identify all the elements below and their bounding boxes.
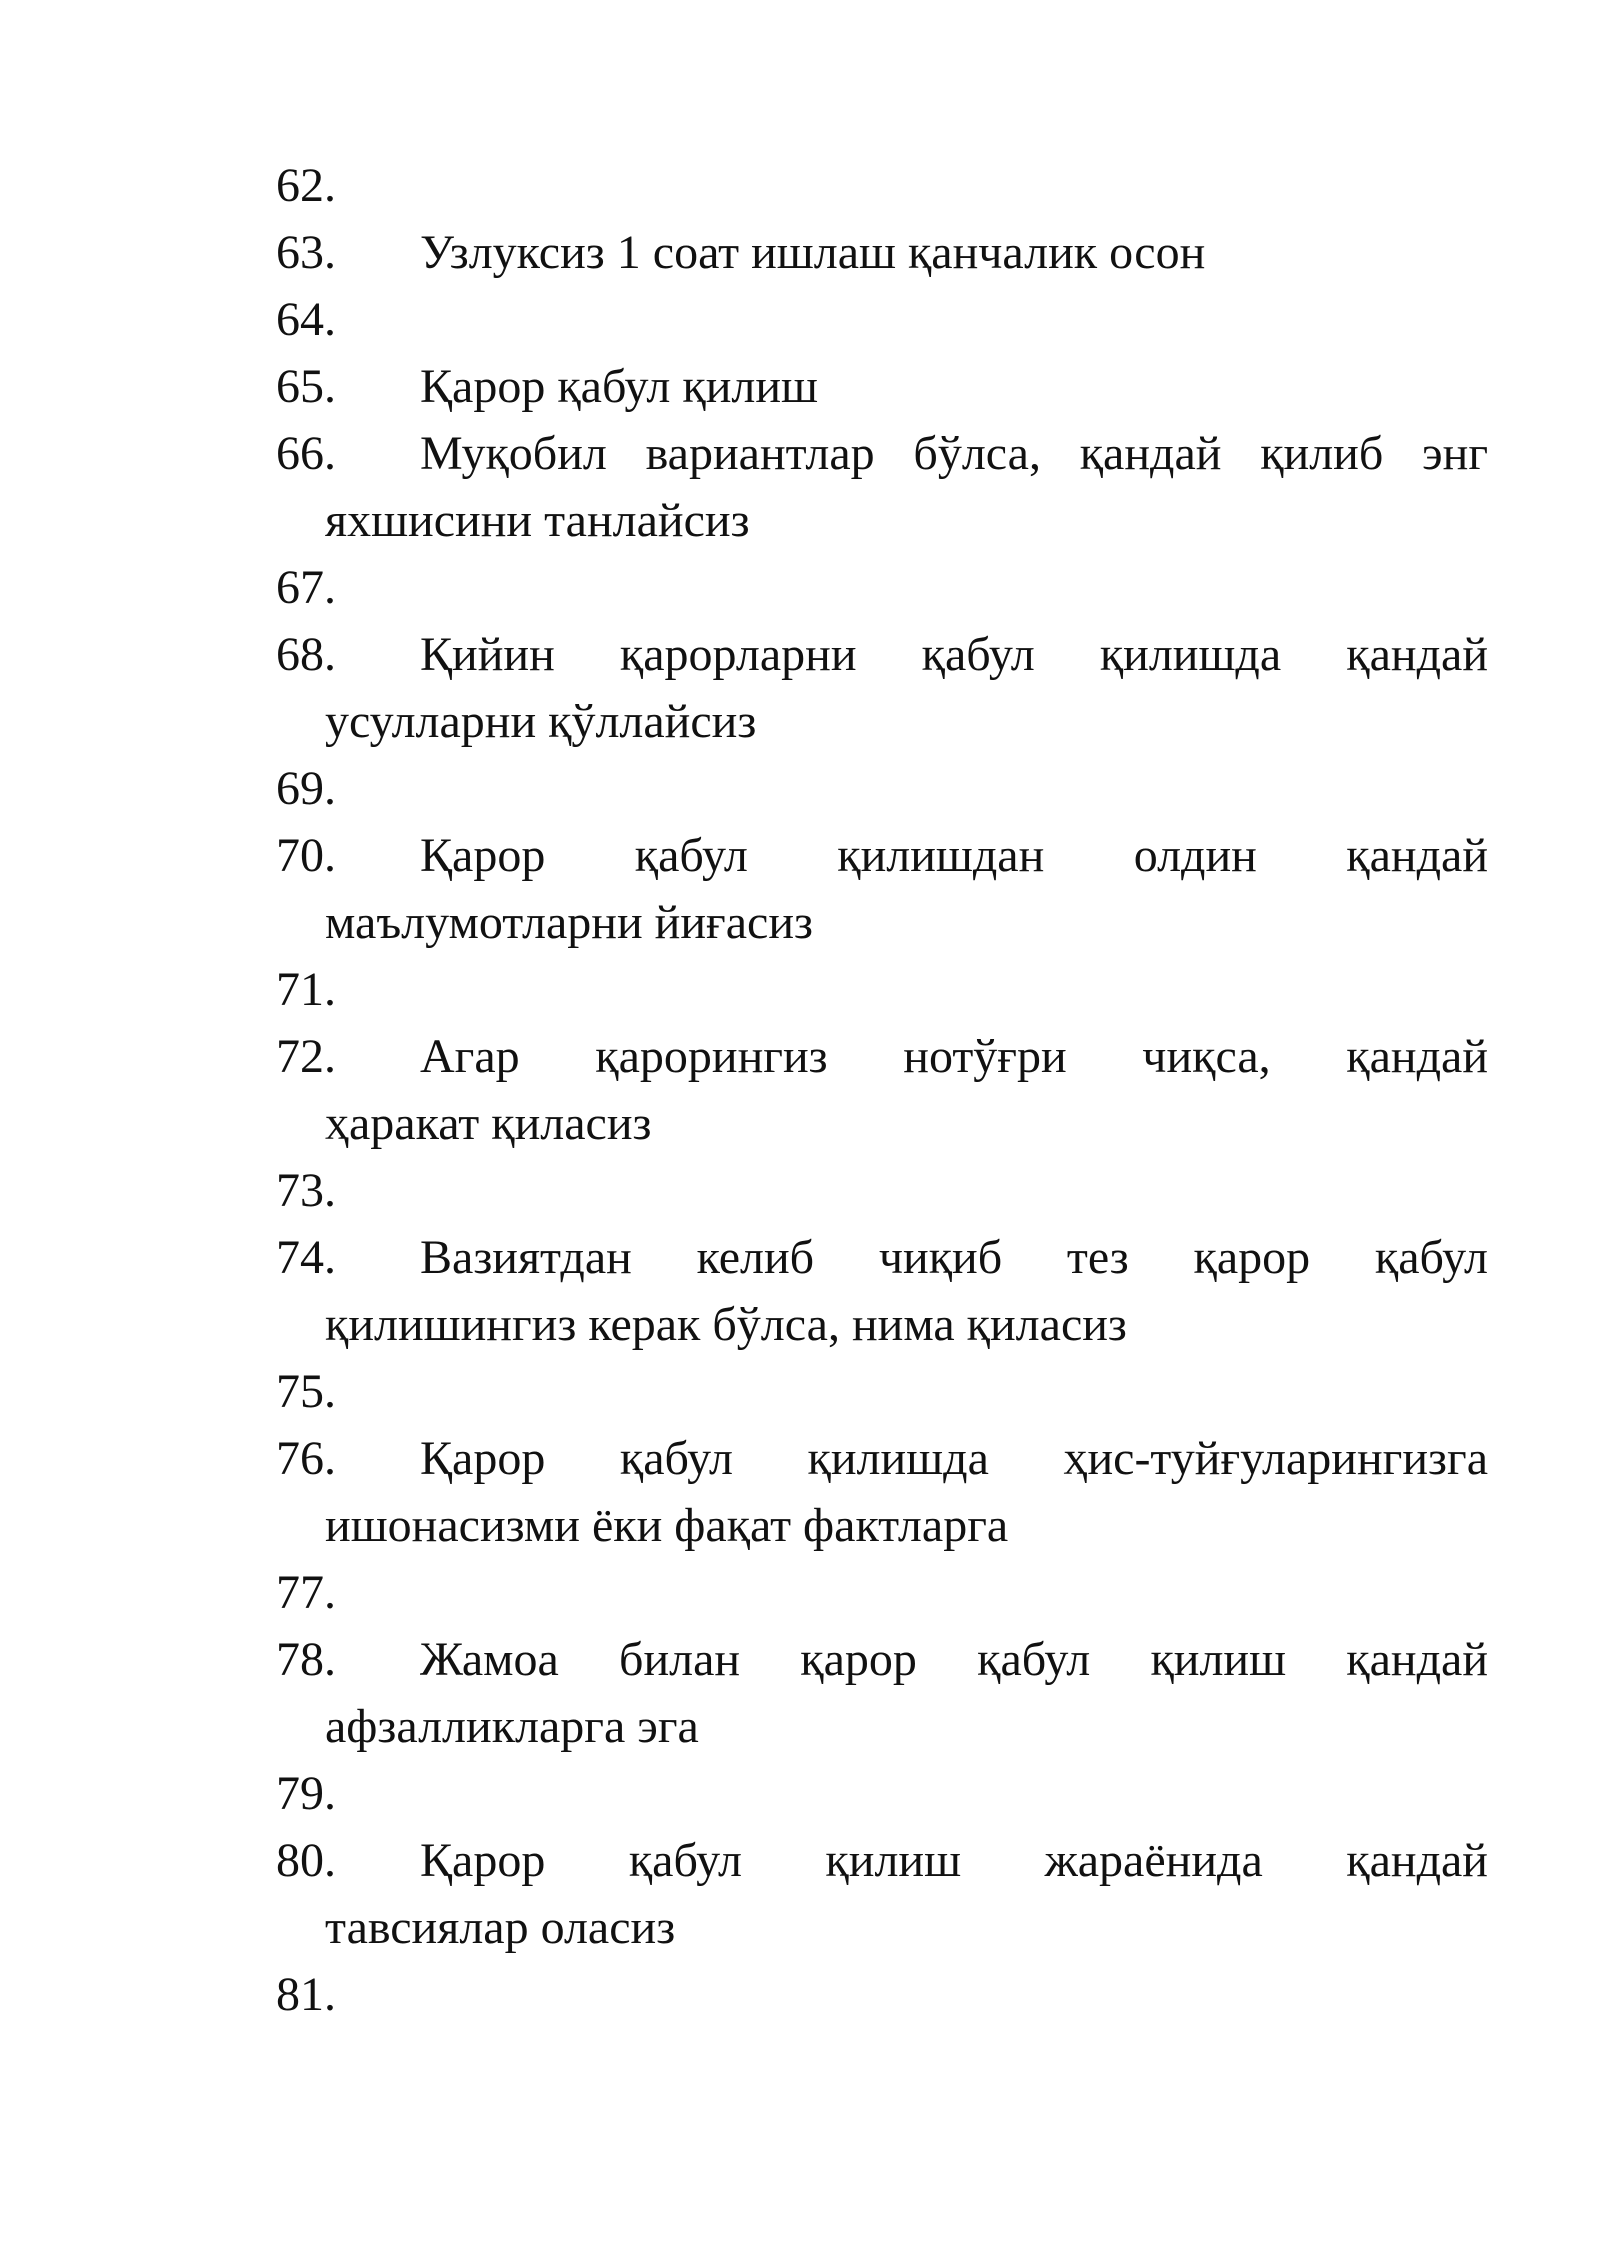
list-item	[276, 554, 1488, 621]
item-text-line1	[276, 1425, 1488, 1492]
list-item	[276, 219, 1488, 286]
list-item	[276, 1559, 1488, 1626]
item-text-line1	[276, 822, 1488, 889]
item-number: 80.	[276, 1834, 336, 1887]
list-item	[276, 822, 1488, 956]
item-text-line2: маълумотларни йиғасиз	[325, 896, 813, 949]
item-number: 67.	[276, 561, 336, 614]
item-text-line2: ишонасизми ёки фақат фактларга	[325, 1499, 1009, 1552]
item-number: 64.	[276, 293, 336, 346]
item-text: Қарор қабул қилиш жараёнида қандай	[420, 1834, 1488, 1887]
item-number: 75.	[276, 1365, 336, 1418]
item-text: Агар қарорингиз нотўғри чиқса, қандай	[420, 1030, 1488, 1083]
item-number: 70.	[276, 829, 336, 882]
item-number: 77.	[276, 1566, 336, 1619]
list-item	[276, 755, 1488, 822]
item-text-line1	[276, 1023, 1488, 1090]
item-text-line1	[276, 420, 1488, 487]
item-text-line2: қилишингиз керак бўлса, нима қиласиз	[325, 1298, 1127, 1351]
list-item	[276, 1760, 1488, 1827]
list-item	[276, 420, 1488, 554]
item-text: Узлуксиз 1 соат ишлаш қанчалик осон	[420, 226, 1206, 279]
list-item	[276, 621, 1488, 755]
list-item	[276, 1224, 1488, 1358]
item-number: 71.	[276, 963, 336, 1016]
item-text-line2: ҳаракат қиласиз	[325, 1097, 652, 1150]
list-item	[276, 286, 1488, 353]
item-number: 76.	[276, 1432, 336, 1485]
item-number: 72.	[276, 1030, 336, 1083]
item-text-line1	[276, 1224, 1488, 1291]
list-item	[276, 152, 1488, 219]
list-item	[276, 1827, 1488, 1961]
item-number: 73.	[276, 1164, 336, 1217]
list-item	[276, 1425, 1488, 1559]
item-number: 62.	[276, 159, 336, 212]
item-text-line1	[276, 1827, 1488, 1894]
item-text: Муқобил вариантлар бўлса, қандай қилиб энг	[420, 427, 1488, 480]
item-text: Жамоа билан қарор қабул қилиш қандай	[420, 1633, 1488, 1686]
item-text-line2: усулларни қўллайсиз	[325, 695, 757, 748]
item-number: 78.	[276, 1633, 336, 1686]
item-number: 68.	[276, 628, 336, 681]
list-item	[276, 1626, 1488, 1760]
list-item	[276, 1157, 1488, 1224]
item-text: Вазиятдан келиб чиқиб тез қарор қабул	[420, 1231, 1488, 1284]
item-text-line2: тавсиялар оласиз	[325, 1901, 676, 1954]
list-item	[276, 1023, 1488, 1157]
list-item	[276, 1358, 1488, 1425]
item-text-line1	[276, 1626, 1488, 1693]
item-number: 66.	[276, 427, 336, 480]
item-text: Қийин қарорларни қабул қилишда қандай	[420, 628, 1488, 681]
item-text: Қарор қабул қилишдан олдин қандай	[420, 829, 1488, 882]
item-number: 65.	[276, 360, 336, 413]
item-text: Қарор қабул қилиш	[420, 360, 818, 413]
item-text-line2: яхшисини танлайсиз	[325, 494, 750, 547]
item-text-line1	[276, 621, 1488, 688]
item-text: Қарор қабул қилишда ҳис-туйғуларингизга	[420, 1432, 1488, 1485]
item-number: 74.	[276, 1231, 336, 1284]
item-number: 79.	[276, 1767, 336, 1820]
item-text-line2: афзалликларга эга	[325, 1700, 699, 1753]
list-item	[276, 956, 1488, 1023]
list-item	[276, 353, 1488, 420]
item-number: 81.	[276, 1968, 336, 2021]
list-item	[276, 1961, 1488, 2028]
item-number: 63.	[276, 226, 336, 279]
numbered-list	[276, 152, 1488, 2028]
item-number: 69.	[276, 762, 336, 815]
